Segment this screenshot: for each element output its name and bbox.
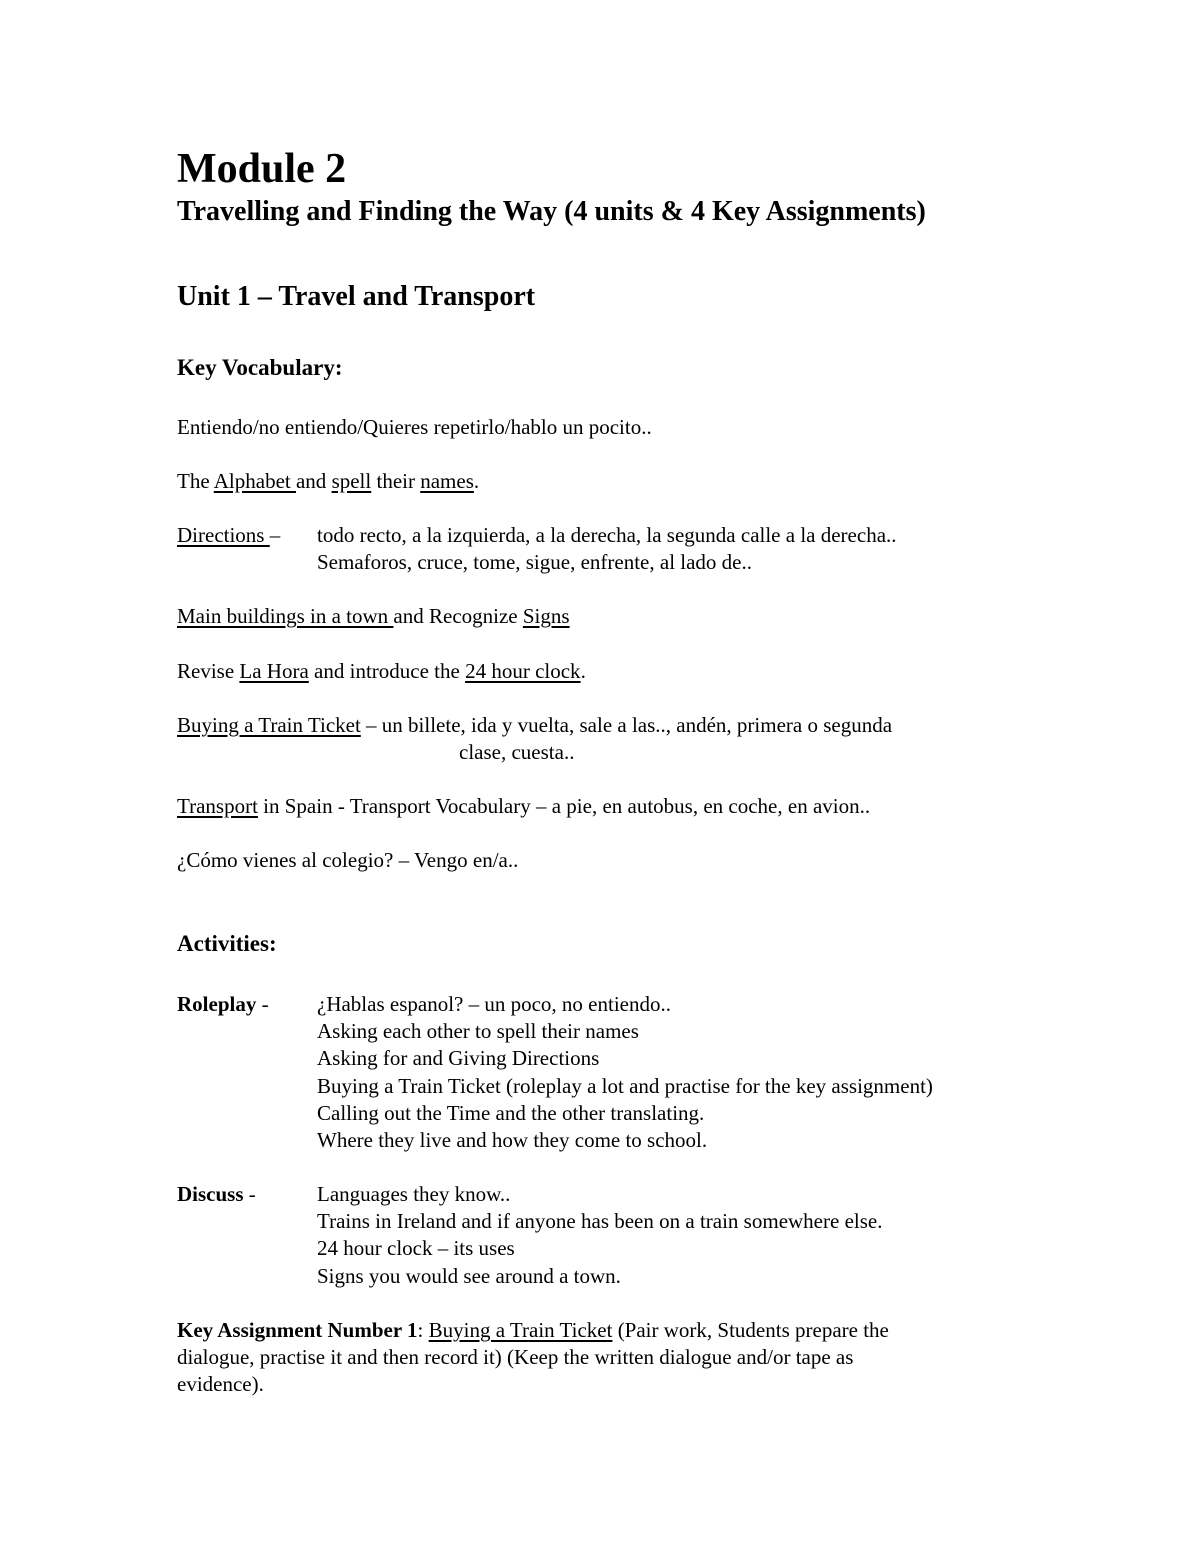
vocab-question-line: ¿Cómo vienes al colegio? – Vengo en/a.. bbox=[177, 848, 519, 872]
vocab-train-ticket-continuation: clase, cuesta.. bbox=[459, 740, 575, 764]
unit-heading: Unit 1 – Travel and Transport bbox=[177, 281, 536, 312]
discuss-item: 24 hour clock – its uses bbox=[317, 1236, 515, 1260]
key-assignment-line: Key Assignment Number 1: Buying a Train Ticket (Pair work, Students prepare the bbox=[177, 1318, 889, 1342]
discuss-item: Trains in Ireland and if anyone has been on a train somewhere else. bbox=[317, 1209, 883, 1233]
directions-text-2: Semaforos, cruce, tome, sigue, enfrente, al lado de.. bbox=[317, 550, 753, 574]
key-vocabulary-heading: Key Vocabulary: bbox=[177, 355, 343, 380]
discuss-label: Discuss - bbox=[177, 1182, 256, 1206]
roleplay-label: Roleplay - bbox=[177, 992, 269, 1016]
discuss-item: Languages they know.. bbox=[317, 1182, 511, 1206]
key-assignment-line-2: dialogue, practise it and then record it) (Keep the written dialogue and/or tape as bbox=[177, 1345, 854, 1369]
names-term: names bbox=[420, 469, 474, 493]
roleplay-item: Asking each other to spell their names bbox=[317, 1019, 639, 1043]
directions-text-1: todo recto, a la izquierda, a la derecha, la segunda calle a la derecha.. bbox=[317, 523, 897, 547]
roleplay-item: Where they live and how they come to school. bbox=[317, 1128, 708, 1152]
alphabet-term: Alphabet bbox=[213, 469, 296, 493]
discuss-item: Signs you would see around a town. bbox=[317, 1264, 621, 1288]
key-assignment-title: Buying a Train Ticket bbox=[428, 1318, 613, 1342]
vocab-alphabet-line: The Alphabet and spell their names. bbox=[177, 469, 480, 493]
roleplay-item: ¿Hablas espanol? – un poco, no entiendo.. bbox=[317, 992, 671, 1016]
module-subtitle: Travelling and Finding the Way (4 units & 4 Key Assignments) bbox=[177, 196, 926, 227]
vocab-buildings-line: Main buildings in a town and Recognize Signs bbox=[177, 604, 570, 628]
roleplay-item: Buying a Train Ticket (roleplay a lot and practise for the key assignment) bbox=[317, 1074, 933, 1098]
directions-label: Directions – bbox=[177, 523, 281, 547]
roleplay-item: Asking for and Giving Directions bbox=[317, 1046, 600, 1070]
key-assignment-line-3: evidence). bbox=[177, 1372, 264, 1396]
module-title: Module 2 bbox=[177, 146, 347, 192]
vocab-transport-line: Transport in Spain - Transport Vocabulary – a pie, en autobus, en coche, en avion.. bbox=[177, 794, 871, 818]
vocab-understanding-line: Entiendo/no entiendo/Quieres repetirlo/hablo un pocito.. bbox=[177, 415, 652, 439]
roleplay-item: Calling out the Time and the other translating. bbox=[317, 1101, 705, 1125]
vocab-train-ticket-line: Buying a Train Ticket – un billete, ida y vuelta, sale a las.., andén, primera o segunda bbox=[177, 713, 893, 737]
activities-heading: Activities: bbox=[177, 931, 277, 956]
vocab-time-line: Revise La Hora and introduce the 24 hour clock. bbox=[177, 659, 586, 683]
spell-term: spell bbox=[331, 469, 372, 493]
